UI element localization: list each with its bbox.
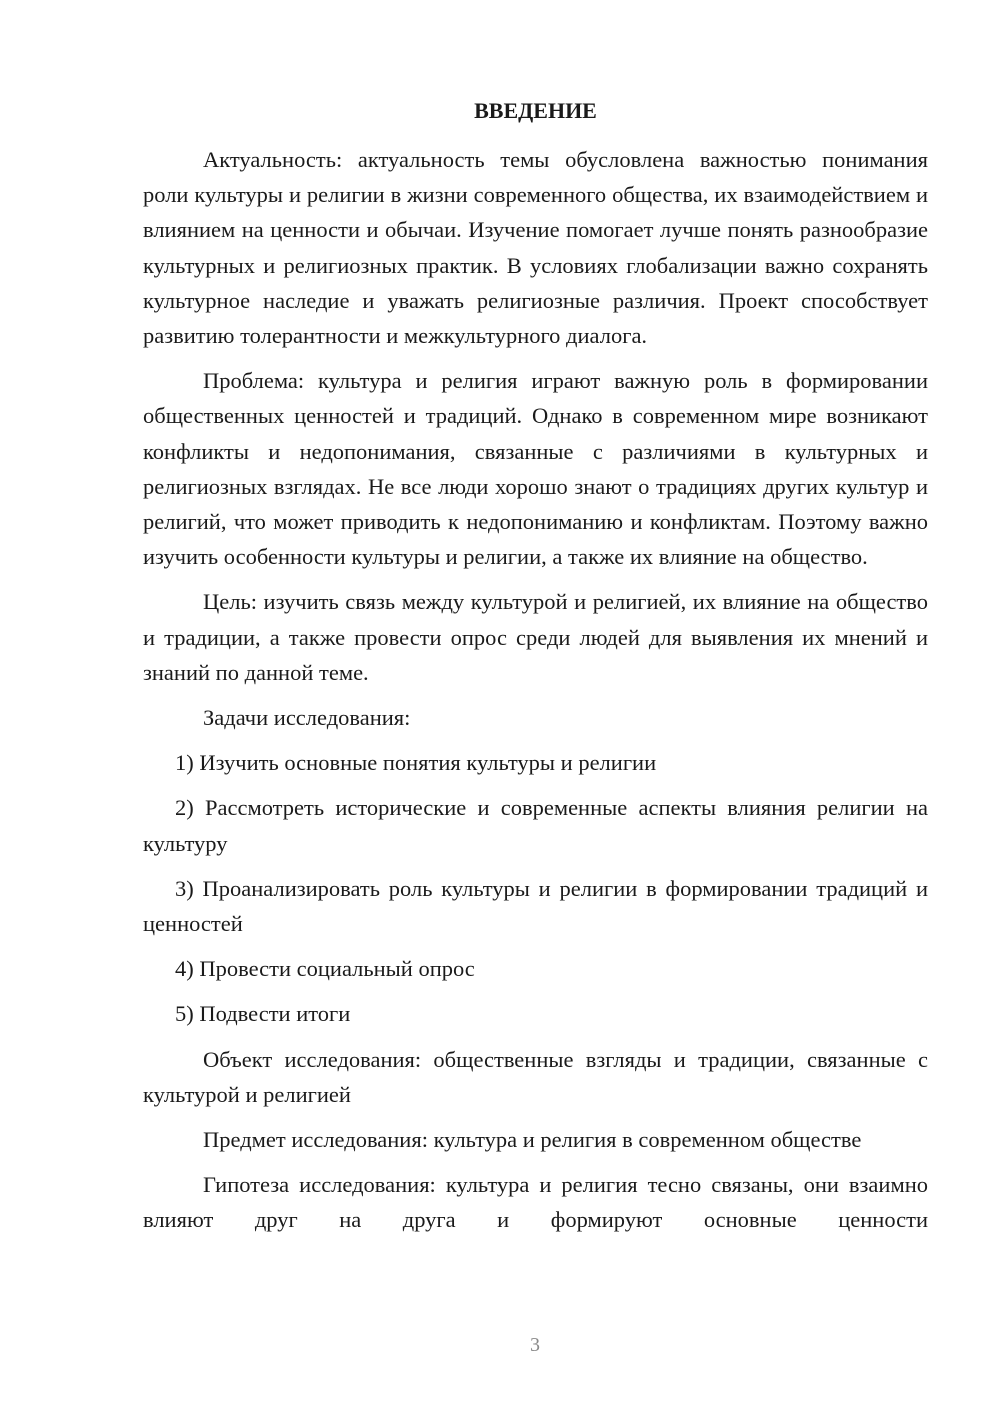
page-number: 3 (530, 1334, 540, 1356)
document-title: ВВЕДЕНИЕ (474, 98, 597, 123)
tasks-heading: Задачи исследования: (203, 705, 411, 731)
subject-paragraph: Предмет исследования: культура и религия в современном обществе (203, 1127, 862, 1153)
relevance-paragraph: Актуальность: актуальность темы обусловлена важностью понимания роли культуры и религии в жизни современного общества, их взаимодействием и влиянием на ценности и обычаи. Изучение помогает лучше понять разнообразие культурных и религиозных практик. В условиях глобализации важно сохранять культурное наследие и уважать религиозные различия. Проект способствует развитию толерантности и межкультурного диалога. (143, 147, 928, 349)
task-item: 5) Подвести итоги (175, 1001, 351, 1027)
task-item: 4) Провести социальный опрос (175, 956, 475, 982)
goal-paragraph: Цель: изучить связь между культурой и религией, их влияние на общество и традиции, а также провести опрос среди людей для выявления их мнений и знаний по данной теме. (143, 589, 928, 685)
task-item: 1) Изучить основные понятия культуры и религии (175, 750, 657, 776)
tasks-list (143, 745, 928, 1031)
task-item: 3) Проанализировать роль культуры и религии в формировании традиций и ценностей (143, 875, 928, 937)
problem-paragraph: Проблема: культура и религия играют важную роль в формировании общественных ценностей и традиций. Однако в современном мире возникают конфликты и недопонимания, связанные с различиями в культурных и религиозных взглядах. Не все люди хорошо знают о традициях других культур и религий, что может приводить к недопониманию и конфликтам. Поэтому важно изучить особенности культуры и религии, а также их влияние на общество. (143, 368, 928, 570)
document-page (143, 96, 928, 1248)
task-item: 2) Рассмотреть исторические и современные аспекты влияния религии на культуру (143, 795, 928, 856)
object-paragraph: Объект исследования: общественные взгляды и традиции, связанные с культурой и религией (143, 1046, 928, 1107)
hypothesis-paragraph: Гипотеза исследования: культура и религия тесно связаны, они взаимно влияют друг на друга и формируют основные ценности (143, 1172, 928, 1233)
